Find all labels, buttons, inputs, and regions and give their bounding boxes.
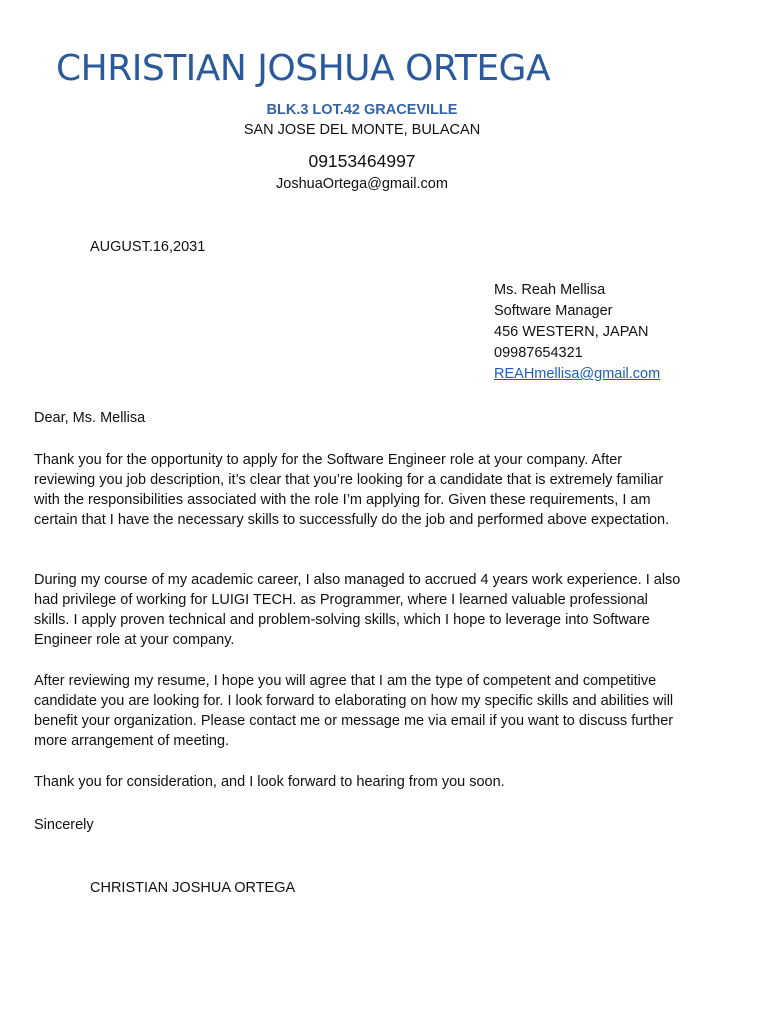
recipient-title: Software Manager xyxy=(494,303,613,319)
paragraph-intro: Thank you for the opportunity to apply for the Software Engineer role at your company. After reviewing you job description, it’s clear that you’re looking for a candidate that is extremely familiar with the responsibilities associated with the role I’m applying for. Given these requirements, I am certain that I have the necessary skills to successfully do the job and performed above expectation. xyxy=(34,452,670,528)
paragraph-experience: During my course of my academic career, I also managed to accrued 4 years work experience. I also had privilege of working for LUIGI TECH. as Programmer, where I learned valuable professional skills. I apply proven technical and problem-solving skills, which I hope to leverage into Software Engineer role at your company. xyxy=(34,572,681,648)
applicant-address-line1: BLK.3 LOT.42 GRACEVILLE xyxy=(266,102,458,118)
salutation: Dear, Ms. Mellisa xyxy=(34,410,146,426)
paragraph-thanks: Thank you for consideration, and I look forward to hearing from you soon. xyxy=(34,774,505,790)
paragraph-resume: After reviewing my resume, I hope you will agree that I am the type of competent and competitive candidate you are looking for. I look forward to elaborating on how my specific skills and abilities will benefit your organization. Please contact me or message me via email if you want to discuss further more arrangement of meeting. xyxy=(34,673,674,749)
applicant-phone: 09153464997 xyxy=(308,151,416,171)
recipient-block xyxy=(494,280,660,385)
applicant-email: JoshuaOrtega@gmail.com xyxy=(276,176,448,192)
closing: Sincerely xyxy=(34,817,94,833)
recipient-email-link[interactable]: REAHmellisa@gmail.com xyxy=(494,366,661,382)
applicant-address-line2: SAN JOSE DEL MONTE, BULACAN xyxy=(243,122,481,138)
applicant-name-heading: CHRISTIAN JOSHUA ORTEGA xyxy=(56,48,551,89)
signature-name: CHRISTIAN JOSHUA ORTEGA xyxy=(90,880,296,896)
recipient-address: 456 WESTERN, JAPAN xyxy=(494,324,649,340)
recipient-phone: 09987654321 xyxy=(494,345,583,361)
letter-date: AUGUST.16,2031 xyxy=(90,239,206,255)
recipient-name: Ms. Reah Mellisa xyxy=(494,282,606,298)
